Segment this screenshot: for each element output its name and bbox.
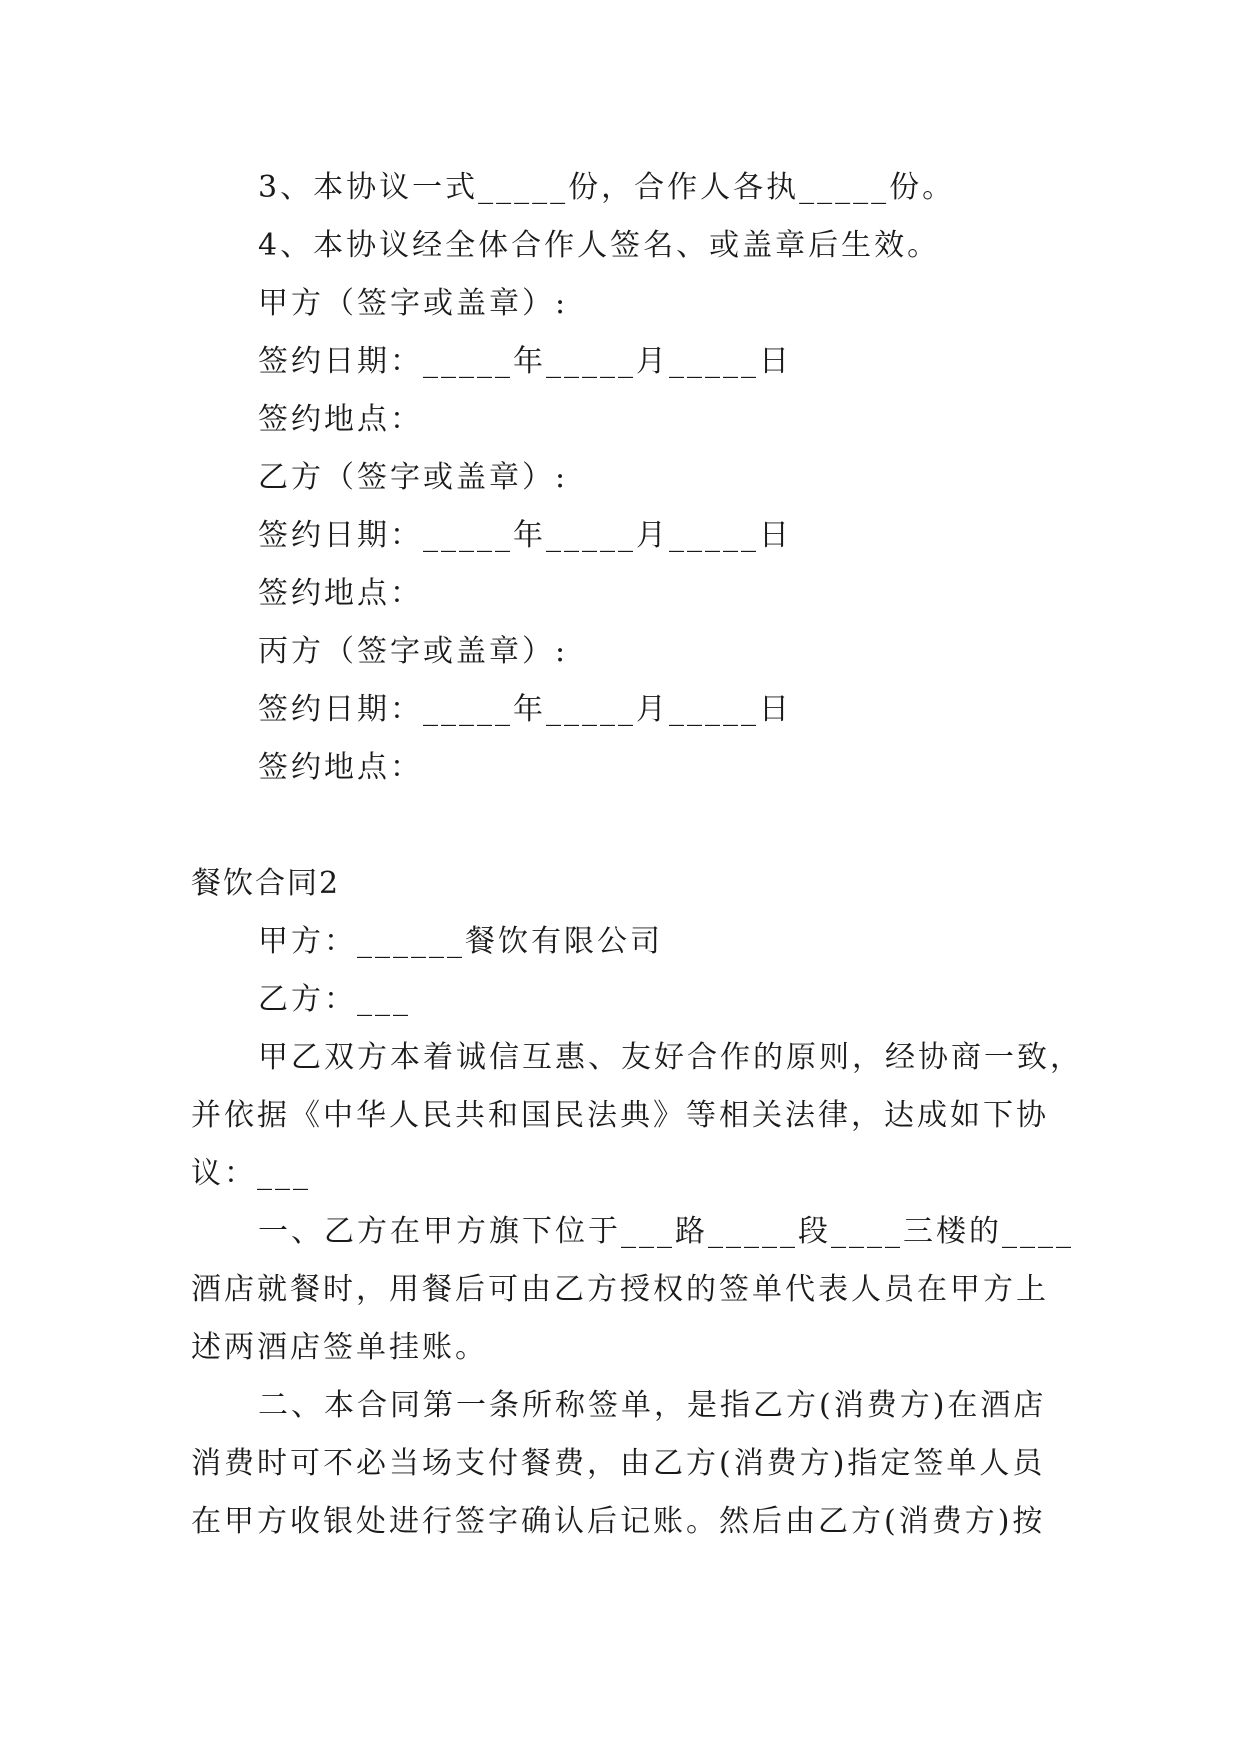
intro-line-3: 议：___ [191, 1156, 311, 1191]
party-b-line: 乙方：___ [258, 982, 411, 1017]
party-a-sign-place: 签约地点： [258, 402, 423, 437]
clause-copies: 3、本协议一式_____份，合作人各执_____份。 [258, 170, 956, 205]
party-b-signature: 乙方（签字或盖章）: [258, 460, 569, 495]
party-a-sign-date: 签约日期：_____年_____月_____日 [258, 344, 792, 379]
intro-line-1: 甲乙双方本着诚信互惠、友好合作的原则，经协商一致， [258, 1040, 1083, 1075]
section-title: 餐饮合同2 [191, 866, 341, 901]
clause1-line-1: 一、乙方在甲方旗下位于___路_____段____三楼的____ [258, 1214, 1074, 1249]
clause2-line-1: 二、本合同第一条所称签单，是指乙方(消费方)在酒店 [258, 1388, 1047, 1423]
party-c-signature: 丙方（签字或盖章）: [258, 634, 569, 669]
party-a-line: 甲方：______餐饮有限公司 [258, 924, 663, 959]
clause1-line-2: 酒店就餐时，用餐后可由乙方授权的签单代表人员在甲方上 [191, 1272, 1049, 1307]
party-a-signature: 甲方（签字或盖章）: [258, 286, 569, 321]
party-b-sign-date: 签约日期：_____年_____月_____日 [258, 518, 792, 553]
clause1-line-3: 述两酒店签单挂账。 [191, 1330, 488, 1365]
intro-line-2: 并依据《中华人民共和国民法典》等相关法律，达成如下协 [191, 1098, 1049, 1133]
clause2-line-2: 消费时可不必当场支付餐费，由乙方(消费方)指定签单人员 [191, 1446, 1046, 1481]
party-c-sign-date: 签约日期：_____年_____月_____日 [258, 692, 792, 727]
party-c-sign-place: 签约地点： [258, 750, 423, 785]
clause2-line-3: 在甲方收银处进行签字确认后记账。然后由乙方(消费方)按 [191, 1504, 1046, 1539]
clause-effective: 4、本协议经全体合作人签名、或盖章后生效。 [258, 228, 941, 263]
party-b-sign-place: 签约地点： [258, 576, 423, 611]
